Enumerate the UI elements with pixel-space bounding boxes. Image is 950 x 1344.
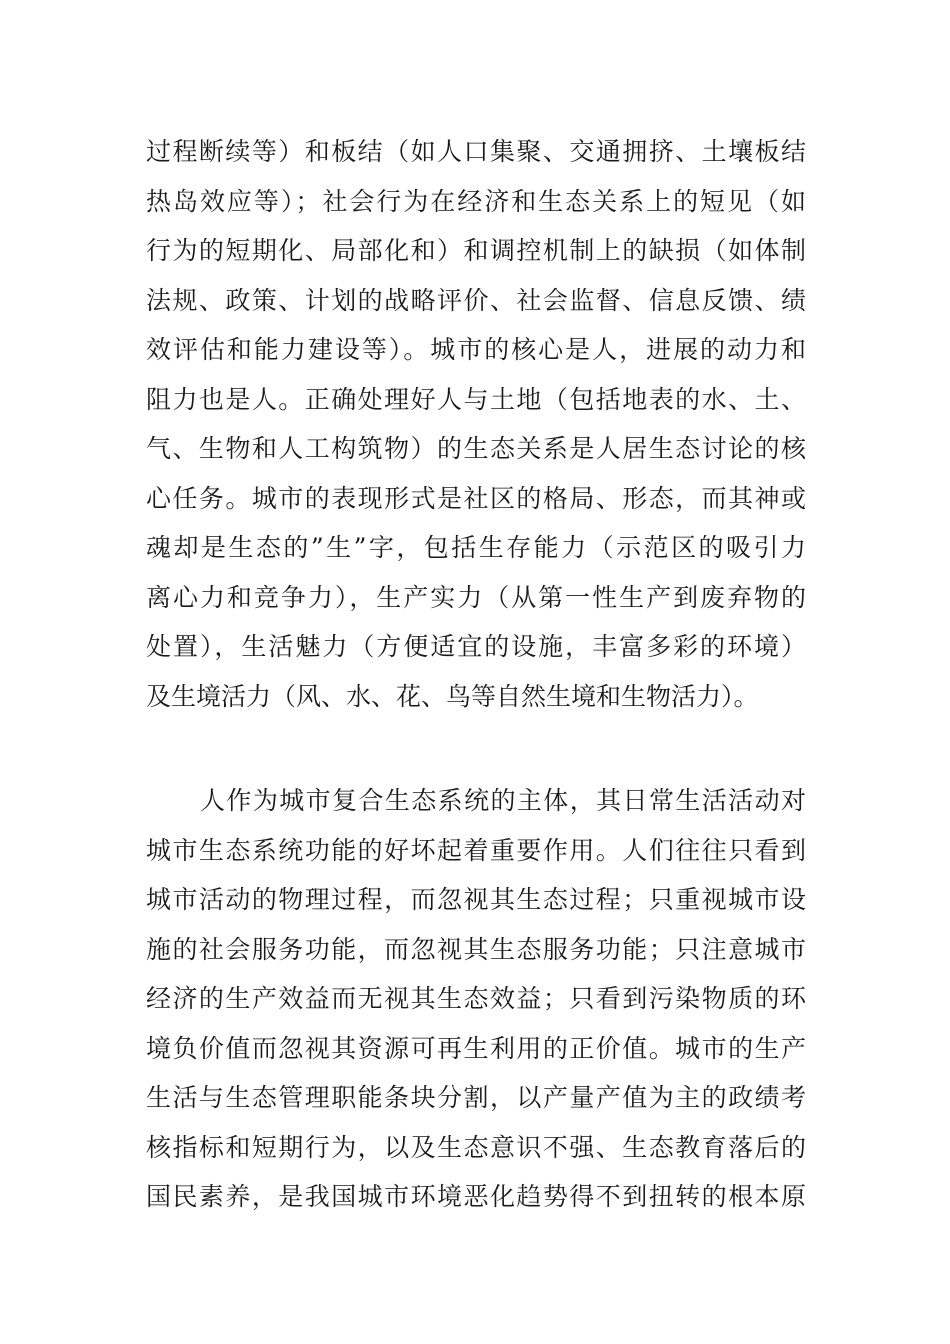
paragraph-2 — [146, 776, 806, 1222]
text-line: 行为的短期化、局部化和）和调控机制上的缺损（如体制 — [146, 236, 806, 265]
text-line: 气、生物和人工构筑物）的生态关系是人居生态讨论的核 — [146, 434, 806, 463]
text-line: 过程断续等）和板结（如人口集聚、交通拥挤、土壤板结 — [146, 137, 806, 166]
text-line: 阻力也是人。正确处理好人与土地（包括地表的水、土、 — [146, 384, 806, 414]
text-line: 经济的生产效益而无视其生态效益；只看到污染物质的环 — [146, 984, 806, 1013]
text-line: 施的社会服务功能，而忽视其生态服务功能；只注意城市 — [146, 934, 806, 964]
text-line: 热岛效应等）；社会行为在经济和生态关系上的短见（如 — [146, 186, 806, 216]
text-line: 心任务。城市的表现形式是社区的格局、形态，而其神或 — [146, 483, 806, 513]
text-line: 效评估和能力建设等）。城市的核心是人，进展的动力和 — [146, 335, 806, 364]
text-line: 境负价值而忽视其资源可再生利用的正价值。城市的生产 — [146, 1033, 806, 1063]
text-line: 生活与生态管理职能条块分割，以产量产值为主的政绩考 — [146, 1083, 806, 1112]
text-line: 法规、政策、计划的战略评价、社会监督、信息反馈、绩 — [146, 285, 806, 315]
text-line: 城市活动的物理过程，而忽视其生态过程；只重视城市设 — [146, 885, 806, 914]
paragraph-1 — [146, 127, 806, 721]
text-line: 魂却是生态的”生”字，包括生存能力（示范区的吸引力 — [146, 533, 806, 562]
text-line: 人作为城市复合生态系统的主体，其日常生活活动对 — [200, 786, 806, 815]
text-line: 处置），生活魅力（方便适宜的设施，丰富多彩的环境） — [146, 632, 806, 661]
text-line: 离心力和竞争力），生产实力（从第一性生产到废弃物的 — [146, 582, 806, 612]
text-line: 及生境活力（风、水、花、鸟等自然生境和生物活力）。 — [146, 681, 759, 711]
text-line: 国民素养，是我国城市环境恶化趋势得不到扭转的根本原 — [146, 1182, 806, 1211]
text-line: 城市生态系统功能的好坏起着重要作用。人们往往只看到 — [146, 835, 806, 865]
text-line: 核指标和短期行为，以及生态意识不强、生态教育落后的 — [146, 1132, 806, 1162]
